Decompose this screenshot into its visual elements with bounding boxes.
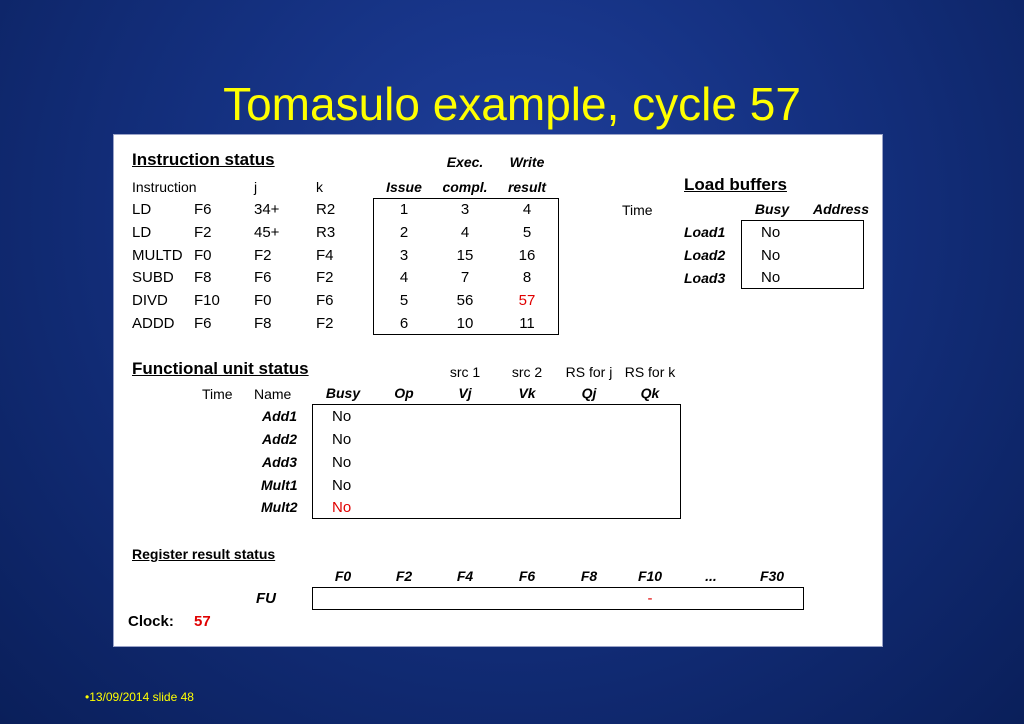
- fu-vj-header: Vj: [458, 385, 472, 401]
- instr-exec: 15: [456, 247, 474, 264]
- fu-name: Add3: [262, 454, 297, 470]
- slide-footer: •13/09/2014 slide 48: [85, 690, 194, 704]
- fu-vk-header: Vk: [518, 385, 536, 401]
- write-col-header: result: [507, 179, 547, 195]
- instruction-status-heading: Instruction status: [132, 150, 275, 169]
- instr-exec: 10: [456, 315, 474, 332]
- slide-title: Tomasulo example, cycle 57: [223, 78, 801, 130]
- instr-exec: 7: [460, 269, 470, 286]
- instr-issue: 4: [399, 269, 409, 286]
- issue-col-header: Issue: [386, 179, 422, 195]
- instr-op: MULTD: [132, 247, 183, 264]
- k-col-header: k: [316, 179, 323, 195]
- fu-label: FU: [256, 590, 276, 607]
- register-fu-value: -: [647, 590, 653, 607]
- instr-write: 11: [519, 315, 535, 332]
- functional-unit-heading: Functional unit status: [132, 359, 309, 378]
- instr-dest: F2: [194, 224, 212, 241]
- instr-write: 4: [522, 201, 532, 218]
- instr-issue: 2: [399, 224, 409, 241]
- instr-op: LD: [132, 224, 152, 241]
- instr-issue: 6: [399, 315, 409, 332]
- instr-j: F6: [254, 269, 272, 286]
- fu-name: Mult1: [261, 477, 298, 493]
- exec-header-top: Exec.: [446, 154, 484, 170]
- instr-op: DIVD: [132, 292, 168, 309]
- fu-busy: No: [332, 454, 352, 471]
- exec-col-header: compl.: [442, 179, 488, 195]
- instr-write: 8: [522, 269, 532, 286]
- fu-busy: No: [332, 431, 352, 448]
- instr-dest: F8: [194, 269, 212, 286]
- functional-unit-box: [312, 404, 681, 519]
- fu-busy-header: Busy: [325, 385, 361, 401]
- instr-k: F2: [316, 269, 334, 286]
- fu-qk-header: Qk: [640, 385, 660, 401]
- fu-qj-header: Qj: [581, 385, 597, 401]
- load-buffer-name: Load2: [684, 247, 726, 263]
- instr-exec: 4: [460, 224, 470, 241]
- fu-name: Add2: [262, 431, 297, 447]
- instr-exec: 56: [456, 292, 474, 309]
- fu-op-header: Op: [394, 385, 414, 401]
- instr-j: F8: [254, 315, 272, 332]
- register-name: F8: [580, 568, 598, 584]
- register-status-box: [312, 587, 804, 610]
- content-panel: [113, 134, 883, 647]
- j-col-header: j: [254, 179, 258, 195]
- fu-name-header: Name: [254, 386, 292, 402]
- register-name: ...: [705, 568, 717, 584]
- load-buffer-busy: No: [761, 224, 781, 241]
- src2-header: src 2: [511, 364, 543, 380]
- rs-k-header: RS for k: [624, 364, 676, 380]
- instr-write: 16: [518, 247, 536, 264]
- instr-op: ADDD: [132, 315, 175, 332]
- fu-busy: No: [332, 477, 352, 494]
- instr-issue: 3: [399, 247, 409, 264]
- instruction-col-header: Instruction: [132, 179, 197, 195]
- fu-name: Mult2: [261, 499, 298, 515]
- instr-issue: 1: [399, 201, 409, 218]
- load-buffer-busy: No: [761, 247, 781, 264]
- fu-busy: No: [332, 499, 352, 516]
- instr-dest: F6: [194, 201, 212, 218]
- fu-time-header: Time: [202, 386, 233, 402]
- register-name: F6: [518, 568, 536, 584]
- register-name: F30: [759, 568, 785, 584]
- load-busy-header: Busy: [754, 201, 790, 217]
- register-name: F2: [395, 568, 413, 584]
- clock-value: 57: [194, 613, 211, 630]
- instr-j: 45+: [254, 224, 280, 241]
- instr-k: F6: [316, 292, 334, 309]
- instr-op: SUBD: [132, 269, 174, 286]
- register-name: F10: [637, 568, 663, 584]
- instr-k: R3: [316, 224, 336, 241]
- instr-k: F4: [316, 247, 334, 264]
- instr-j: F0: [254, 292, 272, 309]
- load-buffer-name: Load1: [684, 224, 726, 240]
- src1-header: src 1: [449, 364, 481, 380]
- instr-j: 34+: [254, 201, 280, 218]
- instr-op: LD: [132, 201, 152, 218]
- write-header-top: Write: [509, 154, 545, 170]
- instr-dest: F10: [194, 292, 220, 309]
- load-address-header: Address: [812, 201, 870, 217]
- register-name: F0: [334, 568, 352, 584]
- instr-issue: 5: [399, 292, 409, 309]
- instr-exec: 3: [460, 201, 470, 218]
- register-status-heading: Register result status: [132, 546, 276, 562]
- rs-j-header: RS for j: [565, 364, 613, 380]
- load-buffer-busy: No: [761, 269, 781, 286]
- fu-busy: No: [332, 408, 352, 425]
- load-buffers-heading: Load buffers: [684, 175, 787, 194]
- fu-name: Add1: [262, 408, 297, 424]
- instr-dest: F0: [194, 247, 212, 264]
- instr-k: R2: [316, 201, 336, 218]
- instr-j: F2: [254, 247, 272, 264]
- instr-k: F2: [316, 315, 334, 332]
- load-time-label: Time: [622, 202, 653, 218]
- register-name: F4: [456, 568, 474, 584]
- load-buffer-name: Load3: [684, 270, 726, 286]
- instr-dest: F6: [194, 315, 212, 332]
- load-buffers-box: [741, 220, 864, 289]
- instr-write: 5: [522, 224, 532, 241]
- instr-write: 57: [518, 292, 536, 309]
- clock-label: Clock:: [128, 613, 174, 630]
